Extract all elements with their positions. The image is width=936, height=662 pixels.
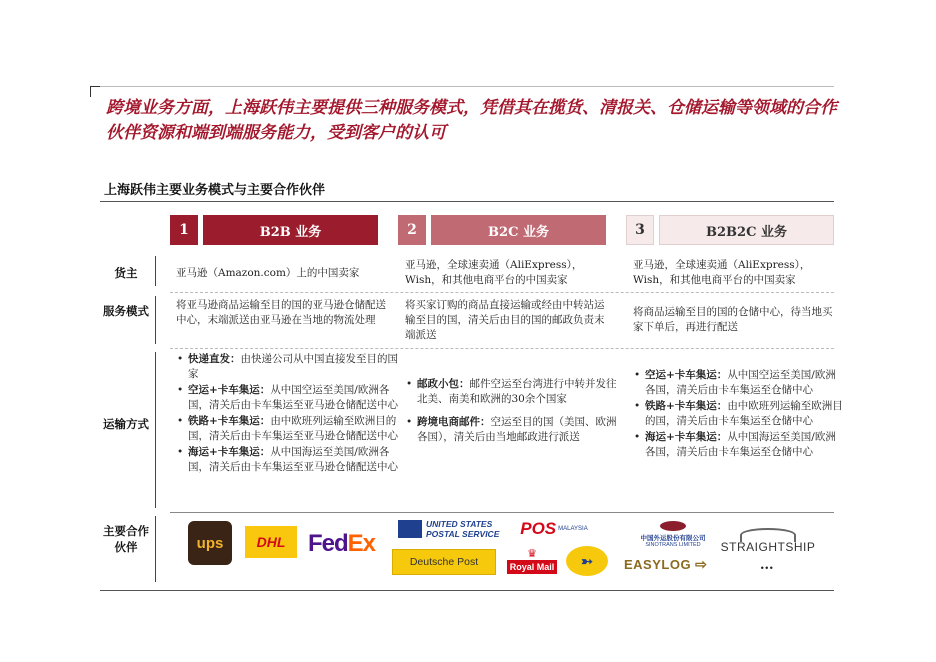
- b2c-number: 2: [398, 215, 426, 245]
- row-divider: [170, 292, 834, 293]
- row-separator: [155, 516, 156, 582]
- pos-malaysia-logo: POS MALAYSIA: [520, 519, 588, 538]
- bird-icon: ➳: [581, 552, 593, 569]
- row-label-service-mode: 服务模式: [103, 304, 149, 318]
- more-partners: ...: [760, 558, 774, 573]
- cargo-owner-b2b: 亚马逊（Amazon.com）上的中国卖家: [176, 267, 360, 279]
- transport-b2b2c-list: [633, 368, 845, 461]
- eagle-icon: [398, 520, 422, 538]
- usps-logo: UNITED STATES POSTAL SERVICE: [398, 518, 508, 540]
- bottom-divider: [100, 590, 834, 591]
- crown-icon: ♛: [527, 547, 537, 560]
- list-item: • 铁路+卡车集运：由中欧班列运输至欧洲目的国，清关后由卡车集运至亚马逊仓储配送中心: [188, 414, 398, 444]
- row-divider: [170, 512, 834, 513]
- sinotrans-emblem-icon: [660, 521, 686, 531]
- cargo-owner-b2b2c: 亚马逊，全球速卖通（AliExpress），Wish，和其他电商平台的中国卖家: [633, 259, 811, 286]
- deutsche-post-logo: Deutsche Post: [392, 549, 496, 575]
- service-mode-b2b2c: 将商品运输至目的国的仓储中心，待当地买家下单后，再进行配送: [633, 306, 833, 333]
- service-mode-b2c: 将买家订购的商品直接运输或经由中转站运输至目的国，清关后由目的国的邮政负责末端派送: [405, 299, 605, 341]
- b2b-number: 1: [170, 215, 198, 245]
- row-separator: [155, 352, 156, 508]
- transport-b2b-list: [176, 352, 398, 476]
- top-divider: [100, 86, 834, 87]
- headline: 跨境业务方面，上海跃伟主要提供三种服务模式，凭借其在揽货、清报关、仓储运输等领域的合作伙伴资源和端到端服务能力，受到客户的认可: [106, 98, 837, 143]
- row-label-cargo-owner: 货主: [114, 266, 138, 280]
- royal-mail-logo: ♛ Royal Mail: [506, 546, 558, 576]
- row-separator: [155, 296, 156, 344]
- list-item: • 海运+卡车集运：从中国海运至美国/欧洲各国，清关后由卡车集运至亚马逊仓储配送中心: [188, 445, 398, 475]
- list-item: • 铁路+卡车集运：由中欧班列运输至欧洲目的国，清关后由卡车集运至仓储中心: [645, 399, 845, 429]
- list-item: • 海运+卡车集运：从中国海运至美国/欧洲各国，清关后由卡车集运至仓储中心: [645, 430, 845, 460]
- b2b2c-number: 3: [626, 215, 654, 245]
- la-poste-logo: [566, 546, 608, 576]
- row-label-transport: 运输方式: [103, 417, 149, 431]
- list-item: • 空运+卡车集运：从中国空运至美国/欧洲各国，清关后由卡车集运至亚马逊仓储配送中心: [188, 383, 398, 413]
- service-mode-b2b: 将亚马逊商品运输至目的国的亚马逊仓储配送中心，末端派送由亚马逊在当地的物流处理: [176, 299, 386, 326]
- ups-logo: ups: [188, 521, 232, 565]
- fedex-logo: Fed Ex: [308, 530, 376, 557]
- subtitle-divider: [100, 201, 834, 202]
- transport-b2c-list: [405, 377, 619, 446]
- dhl-logo: DHL: [245, 526, 297, 558]
- list-item: • 空运+卡车集运：从中国空运至美国/欧洲各国，清关后由卡车集运至仓储中心: [645, 368, 845, 398]
- sinotrans-logo: 中国外运股份有限公司 SINOTRANS LIMITED: [638, 519, 708, 549]
- b2b2c-header: B2B2C 业务: [659, 215, 834, 245]
- corner-mark: [90, 86, 101, 97]
- row-separator: [155, 256, 156, 286]
- list-item: • 快递直发：由快递公司从中国直接发至目的国家: [188, 352, 398, 382]
- straightship-logo: STRAIGHTSHIP: [718, 528, 818, 554]
- list-item: • 邮政小包：邮件空运至台湾进行中转并发往北美、南美和欧洲的30余个国家: [417, 377, 619, 407]
- cargo-owner-b2c: 亚马逊，全球速卖通（AliExpress），Wish，和其他电商平台的中国卖家: [405, 259, 583, 286]
- easylog-logo: EASYLOG ⇨: [624, 555, 708, 572]
- row-label-partners: 主要合作伙伴: [103, 524, 149, 554]
- b2b-header: B2B 业务: [203, 215, 378, 245]
- list-item: • 跨境电商邮件：空运至目的国（美国、欧洲各国），清关后由当地邮政进行派送: [417, 415, 619, 445]
- double-arrow-icon: ⇨: [695, 555, 708, 572]
- b2c-header: B2C 业务: [431, 215, 606, 245]
- row-divider: [170, 348, 834, 349]
- subtitle: 上海跃伟主要业务模式与主要合作伙伴: [104, 183, 326, 198]
